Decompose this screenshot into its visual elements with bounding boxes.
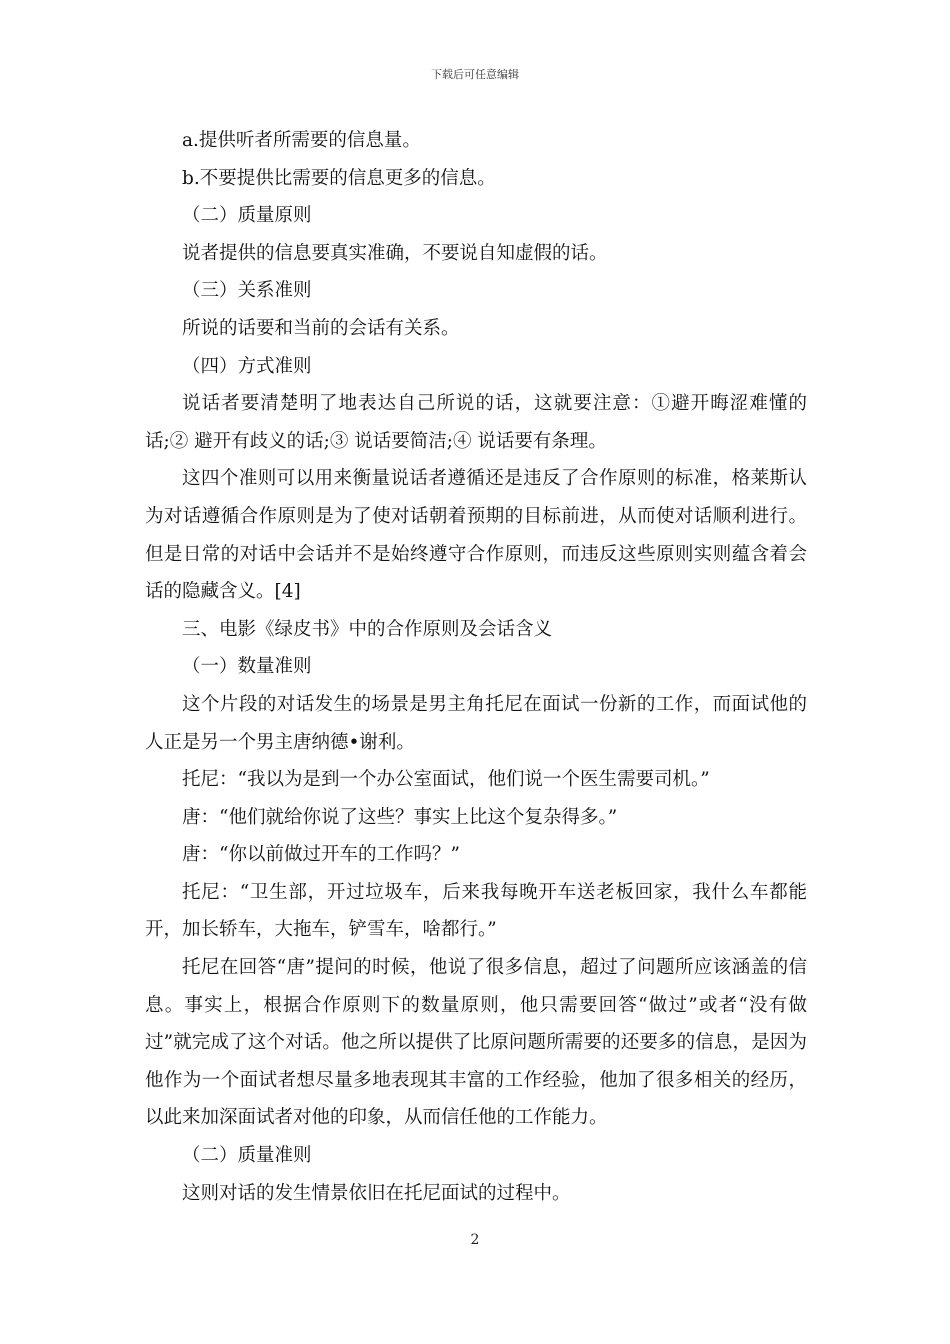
relation-maxim-text: 所说的话要和当前的会话有关系。 xyxy=(182,317,460,339)
summary-paragraph: 这四个准则可以用来衡量说话者遵循还是违反了合作原则的标准，格莱斯认为对话遵循合作原则是为了使对话朝着预期的目标前进，从而使对话顺利进行。但是日常的对话中会话并不是始终遵守合作原则，而违反这些原则实则蕴含着会话的隐藏含义。[4] xyxy=(145,468,807,603)
tony-reply-paragraph: 托尼：“卫生部，开过垃圾车，后来我每晚开车送老板回家，我什么车都能开，加长轿车，大拖车，铲雪车，啥都行。” xyxy=(145,881,807,941)
document-body xyxy=(145,122,807,1212)
analysis-paragraph: 托尼在回答“唐”提问的时候，他说了很多信息，超过了问题所应该涵盖的信息。事实上，根据合作原则下的数量原则，他只需要回答“做过”或者“没有做过”就完成了这个对话。他之所以提供了比原问题所需要的还要多的信息，是因为他作为一个面试者想尽量多地表现其丰富的工作经验，他加了很多相关的经历，以此来加深面试者对他的印象，从而信任他的工作能力。 xyxy=(145,957,807,1129)
heading-manner-maxim: （四）方式准则 xyxy=(182,355,312,377)
closing-line: 这则对话的发生情景依旧在托尼面试的过程中。 xyxy=(182,1182,571,1204)
scene-paragraph: 这个片段的对话发生的场景是男主角托尼在面试一份新的工作，而面试他的人正是另一个男主唐纳德•谢利。 xyxy=(145,693,807,753)
maxim-quantity-item-b: b.不要提供比需要的信息更多的信息。 xyxy=(182,167,496,189)
heading-quality-maxim: （二）质量原则 xyxy=(182,205,312,227)
page-header: 下载后可任意编辑 xyxy=(431,68,519,81)
subheading-quality-maxim: （二）质量准则 xyxy=(182,1145,312,1167)
dialogue-line-3: 唐：“你以前做过开车的工作吗？” xyxy=(182,844,460,866)
dialogue-line-2: 唐：“他们就给你说了这些？事实上比这个复杂得多。” xyxy=(182,806,618,828)
maxim-quantity-item-a: a.提供听者所需要的信息量。 xyxy=(182,130,421,151)
subheading-quantity-maxim: （一）数量准则 xyxy=(182,656,312,678)
manner-maxim-paragraph: 说话者要清楚明了地表达自己所说的话，这就要注意：①避开晦涩难懂的话;② 避开有歧义的话;③ 说话要简洁;④ 说话要有条理。 xyxy=(145,393,807,452)
quality-maxim-text: 说者提供的信息要真实准确，不要说自知虚假的话。 xyxy=(182,242,608,264)
page-number: 2 xyxy=(470,1232,480,1248)
dialogue-line-1: 托尼：“我以为是到一个办公室面试，他们说一个医生需要司机。” xyxy=(182,769,710,791)
heading-relation-maxim: （三）关系准则 xyxy=(182,280,312,302)
section-3-heading: 三、电影《绿皮书》中的合作原则及会话含义 xyxy=(182,618,553,640)
